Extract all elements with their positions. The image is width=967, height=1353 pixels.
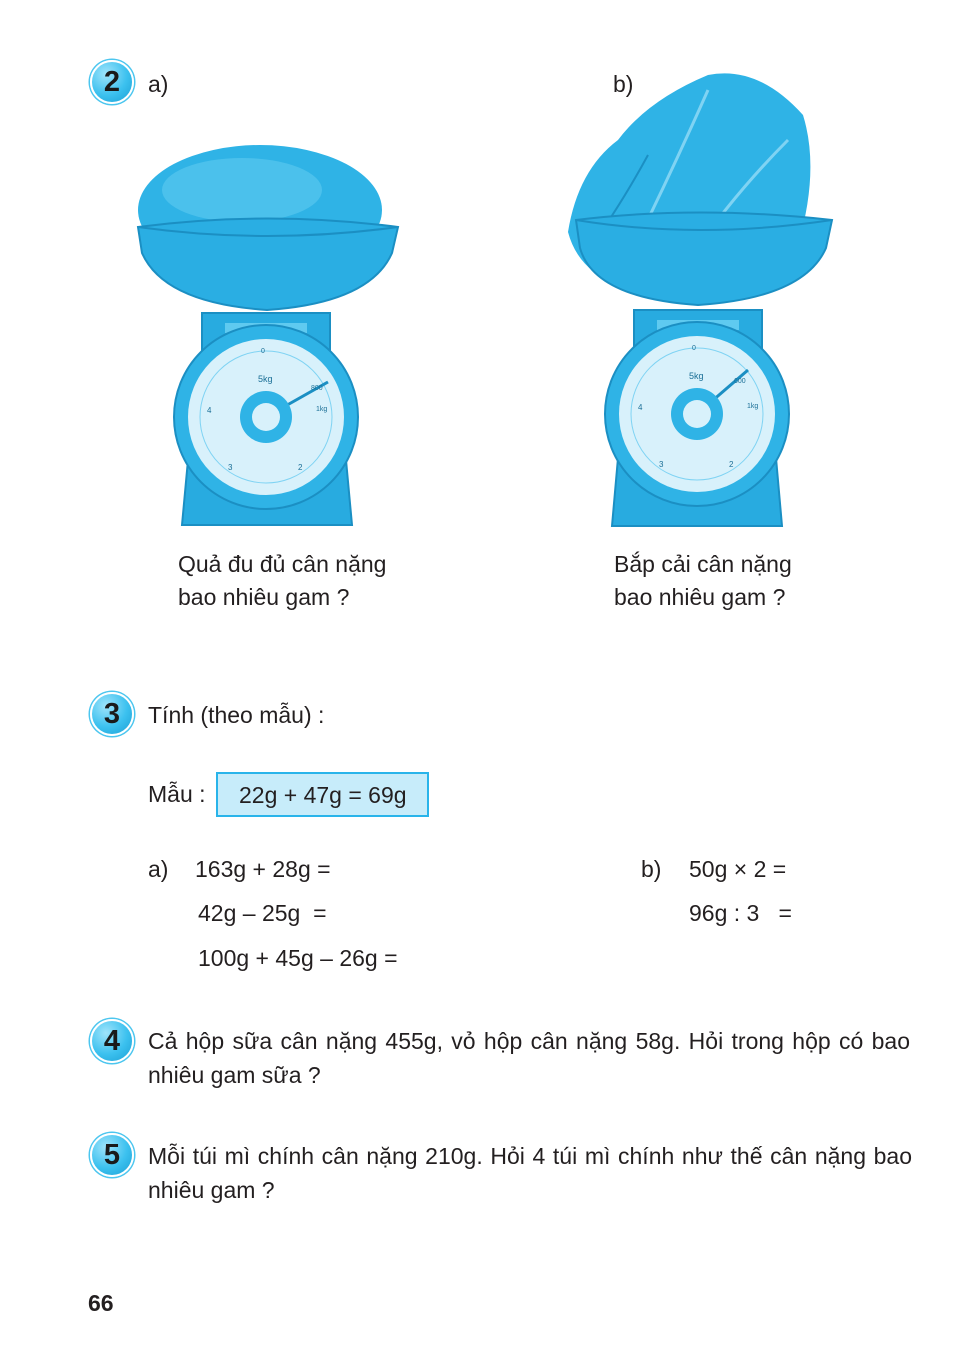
svg-text:0: 0 (692, 345, 696, 352)
exercise-3a-item-3: 100g + 45g – 26g = (198, 945, 398, 971)
svg-text:600: 600 (734, 378, 746, 385)
exercise-3a-item-2: 42g – 25g = (198, 900, 327, 926)
svg-text:2: 2 (298, 463, 303, 472)
exercise-2a-caption-line2: bao nhiêu gam ? (178, 584, 350, 610)
exercise-2-badge: 2 (90, 60, 134, 104)
page-number: 66 (88, 1290, 114, 1316)
exercise-3-badge: 3 (90, 692, 134, 736)
svg-text:3: 3 (659, 460, 664, 469)
exercise-2b-label: b) (613, 71, 634, 97)
svg-text:1kg: 1kg (316, 406, 328, 413)
papaya-scale-image (130, 135, 405, 530)
svg-text:0: 0 (261, 348, 265, 355)
exercise-2b-caption-line1: Bắp cải cân nặng (614, 551, 792, 577)
exercise-3b-label: b) (641, 856, 662, 882)
exercise-4-text: Cả hộp sữa cân nặng 455g, vỏ hộp cân nặng 58g. Hỏi trong hộp có bao nhiêu gam sữa ? (148, 1028, 910, 1088)
exercise-4-badge: 4 (90, 1019, 134, 1063)
exercise-3b-item-2: 96g : 3 = (689, 900, 792, 926)
exercise-2b-caption-line2: bao nhiêu gam ? (614, 584, 786, 610)
svg-text:5kg: 5kg (258, 374, 273, 384)
cabbage-scale-image (558, 60, 838, 530)
exercise-5-text: Mỗi túi mì chính cân nặng 210g. Hỏi 4 túi mì chính như thế cân nặng bao nhiêu gam ? (148, 1143, 912, 1203)
sample-box (216, 772, 429, 817)
exercise-3a-label: a) (148, 856, 169, 882)
sample-expression: 22g + 47g = 69g (239, 782, 407, 808)
exercise-3-instruction: Tính (theo mẫu) : (148, 702, 325, 728)
svg-text:4: 4 (638, 403, 643, 412)
exercise-3a-item-1: 163g + 28g = (195, 856, 331, 882)
sample-label: Mẫu : (148, 781, 206, 807)
svg-text:800: 800 (311, 385, 323, 392)
exercise-5-badge: 5 (90, 1133, 134, 1177)
svg-text:3: 3 (228, 463, 233, 472)
svg-text:2: 2 (729, 460, 734, 469)
svg-text:1kg: 1kg (747, 403, 759, 410)
svg-text:4: 4 (207, 406, 212, 415)
svg-text:5kg: 5kg (689, 371, 704, 381)
exercise-2a-label: a) (148, 71, 169, 97)
exercise-3b-item-1: 50g × 2 = (689, 856, 787, 882)
exercise-2a-caption-line1: Quả đu đủ cân nặng (178, 551, 387, 577)
